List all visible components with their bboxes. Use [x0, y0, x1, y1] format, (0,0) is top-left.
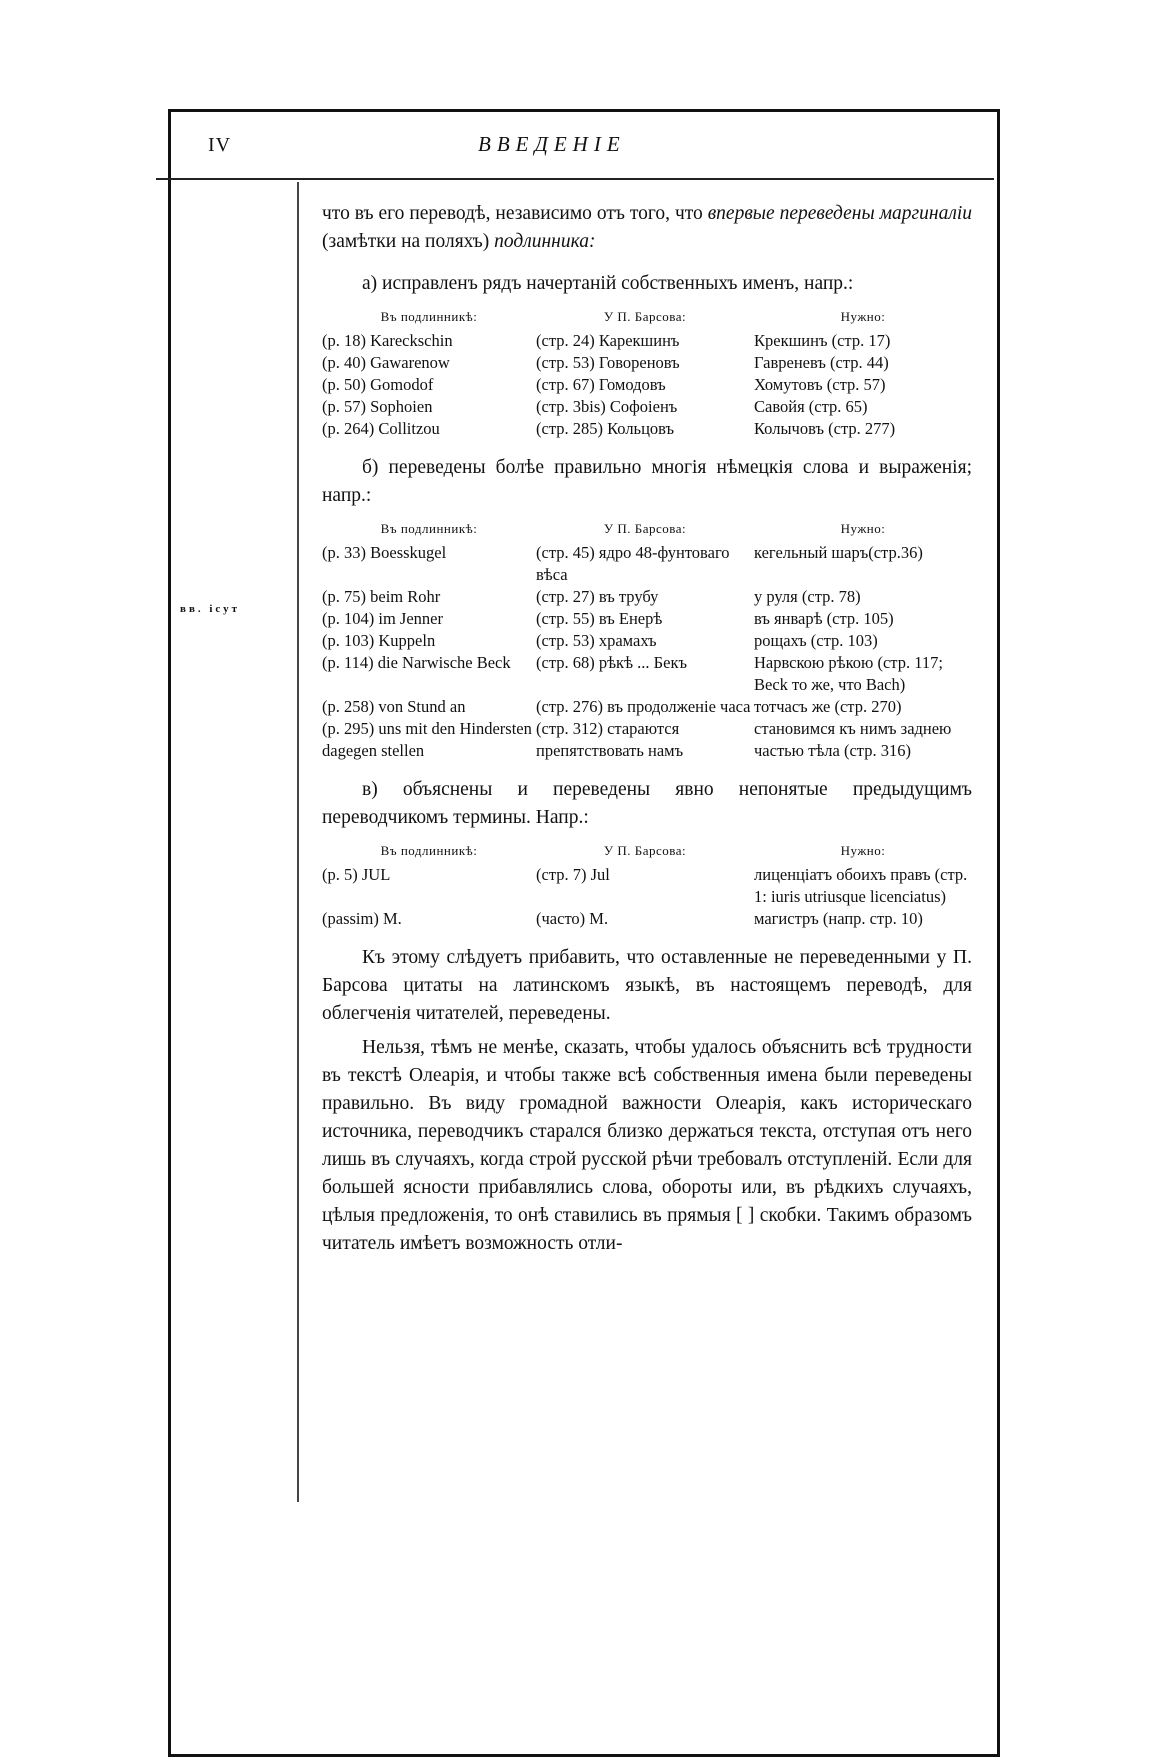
cell-barsov: (стр. 24) Карекшинъ	[536, 331, 680, 350]
intro-paragraph	[322, 200, 972, 256]
cell-original: (p. 18) Kareckschin	[322, 331, 453, 350]
cell-correct: кегельный шаръ(стр.36)	[754, 543, 923, 562]
cell-correct: Крекшинъ (стр. 17)	[754, 331, 891, 350]
table-row	[322, 652, 972, 696]
intro-parenthetical: (замѣтки на поляхъ)	[322, 231, 490, 252]
cell-barsov: (стр. 285) Кольцовъ	[536, 419, 675, 438]
section-c-heading: в) объяснены и переведены явно непонятые предыдущимъ переводчикомъ термины. Напр.:	[322, 779, 972, 828]
cell-correct: Гавреневъ (стр. 44)	[754, 353, 889, 372]
col-original: Въ подлинникѣ:	[380, 521, 478, 536]
cell-correct: становимся къ нимъ заднею частью тѣла (стр. 316)	[754, 719, 952, 760]
cell-original: (p. 104) im Jenner	[322, 609, 443, 628]
table-row	[322, 396, 972, 418]
cell-original: (p. 258) von Stund an	[322, 697, 466, 716]
cell-correct: магистръ (напр. стр. 10)	[754, 909, 923, 928]
page-number: IV	[208, 134, 232, 156]
col-barsov: У П. Барсова:	[603, 309, 687, 324]
cell-barsov: (стр. 7) Jul	[536, 865, 610, 884]
cell-original: (p. 5) JUL	[322, 865, 391, 884]
col-correct: Нужно:	[840, 309, 886, 324]
cell-original: (p. 264) Collitzou	[322, 419, 440, 438]
cell-correct: Нарвскою рѣкою (стр. 117; Beck то же, что Bach)	[754, 653, 943, 694]
cell-correct: Хомутовъ (стр. 57)	[754, 375, 886, 394]
table-row	[322, 374, 972, 396]
running-title: ВВЕДЕНІЕ	[478, 132, 626, 156]
page-header	[208, 130, 978, 158]
cell-correct: тотчасъ же (стр. 270)	[754, 697, 902, 716]
cell-barsov: (стр. 45) ядро 48-фунтоваго вѣса	[536, 543, 730, 584]
section-c-table	[322, 840, 972, 930]
table-row	[322, 864, 972, 908]
intro-text: что въ его переводѣ, независимо отъ того, что	[322, 203, 703, 224]
cell-original: (p. 75) beim Rohr	[322, 587, 441, 606]
table-row	[322, 586, 972, 608]
section-b-table	[322, 518, 972, 762]
header-rule	[156, 178, 994, 180]
col-barsov: У П. Барсова:	[603, 521, 687, 536]
intro-emphasis: впервые переведены маргиналіи	[707, 203, 972, 224]
cell-original: (p. 295) uns mit den Hindersten dagegen stellen	[322, 719, 532, 760]
cell-original: (p. 103) Kuppeln	[322, 631, 436, 650]
cell-barsov: (стр. 68) рѣкѣ ... Бекъ	[536, 653, 688, 672]
cell-original: (p. 50) Gomodof	[322, 375, 434, 394]
table-row	[322, 696, 972, 718]
section-a-table	[322, 306, 972, 440]
table-row	[322, 542, 972, 586]
cell-correct: Колычовъ (стр. 277)	[754, 419, 896, 438]
cell-original: (p. 40) Gawarenow	[322, 353, 450, 372]
cell-barsov: (стр. 67) Гомодовъ	[536, 375, 666, 394]
cell-correct: рощахъ (стр. 103)	[754, 631, 878, 650]
closing-paragraph-1: Къ этому слѣдуетъ прибавить, что оставленные не переведенными у П. Барсова цитаты на латинскомъ языкѣ, въ настоящемъ переводѣ, для облегченія читателей, переведены.	[322, 947, 972, 1024]
cell-barsov: (стр. 276) въ продолженіе часа	[536, 697, 751, 716]
cell-barsov: (часто) M.	[536, 909, 609, 928]
table-row	[322, 718, 972, 762]
page-body	[322, 200, 972, 1258]
section-a-heading: а) исправленъ рядъ начертаній собственныхъ именъ, напр.:	[362, 273, 854, 294]
cell-barsov: (стр. 55) въ Енерѣ	[536, 609, 663, 628]
col-correct: Нужно:	[840, 521, 886, 536]
col-barsov: У П. Барсова:	[603, 843, 687, 858]
cell-barsov: (стр. 53) храмахъ	[536, 631, 657, 650]
closing-paragraph-2: Нельзя, тѣмъ не менѣе, сказать, чтобы удалось объяснить всѣ трудности въ текстѣ Олеарія, и чтобы также всѣ собственныя имена были переведены правильно. Въ виду громадной важности Олеарія, какъ историческаго источника, переводчикъ старался близко держаться текста, отступая отъ него лишь въ случаяхъ, когда строй русской рѣчи требовалъ отступленій. Если для большей ясности прибавлялись слова, обороты или, въ рѣдкихъ случаяхъ, цѣлыя предложенія, то онѣ ставились въ прямыя [ ] скобки. Такимъ образомъ читатель имѣетъ возможность отли-	[322, 1037, 972, 1254]
cell-correct: въ январѣ (стр. 105)	[754, 609, 894, 628]
cell-barsov: (стр. 27) въ трубу	[536, 587, 659, 606]
table-row	[322, 630, 972, 652]
cell-original: (p. 114) die Narwische Beck	[322, 653, 511, 672]
cell-barsov: (стр. 3bis) Софоіенъ	[536, 397, 678, 416]
table-row	[322, 908, 972, 930]
cell-correct: Савойя (стр. 65)	[754, 397, 868, 416]
cell-barsov: (стр. 312) стараются препятствовать намъ	[536, 719, 684, 760]
col-original: Въ подлинникѣ:	[380, 309, 478, 324]
section-b-heading: б) переведены болѣе правильно многія нѣмецкія слова и выраженія; напр.:	[322, 457, 972, 506]
cell-original: (p. 57) Sophoien	[322, 397, 433, 416]
col-correct: Нужно:	[840, 843, 886, 858]
margin-note: вв. ісут	[180, 603, 241, 615]
cell-barsov: (стр. 53) Говореновъ	[536, 353, 680, 372]
margin-line	[297, 182, 299, 1502]
cell-correct: у руля (стр. 78)	[754, 587, 861, 606]
table-row	[322, 352, 972, 374]
cell-correct: лиценціатъ обоихъ правъ (стр. 1: iuris utriusque licenciatus)	[754, 865, 968, 906]
table-row	[322, 608, 972, 630]
cell-original: (passim) M.	[322, 909, 402, 928]
table-row	[322, 330, 972, 352]
cell-original: (p. 33) Boesskugel	[322, 543, 447, 562]
table-row	[322, 418, 972, 440]
intro-emphasis-2: подлинника:	[494, 231, 596, 252]
col-original: Въ подлинникѣ:	[380, 843, 478, 858]
